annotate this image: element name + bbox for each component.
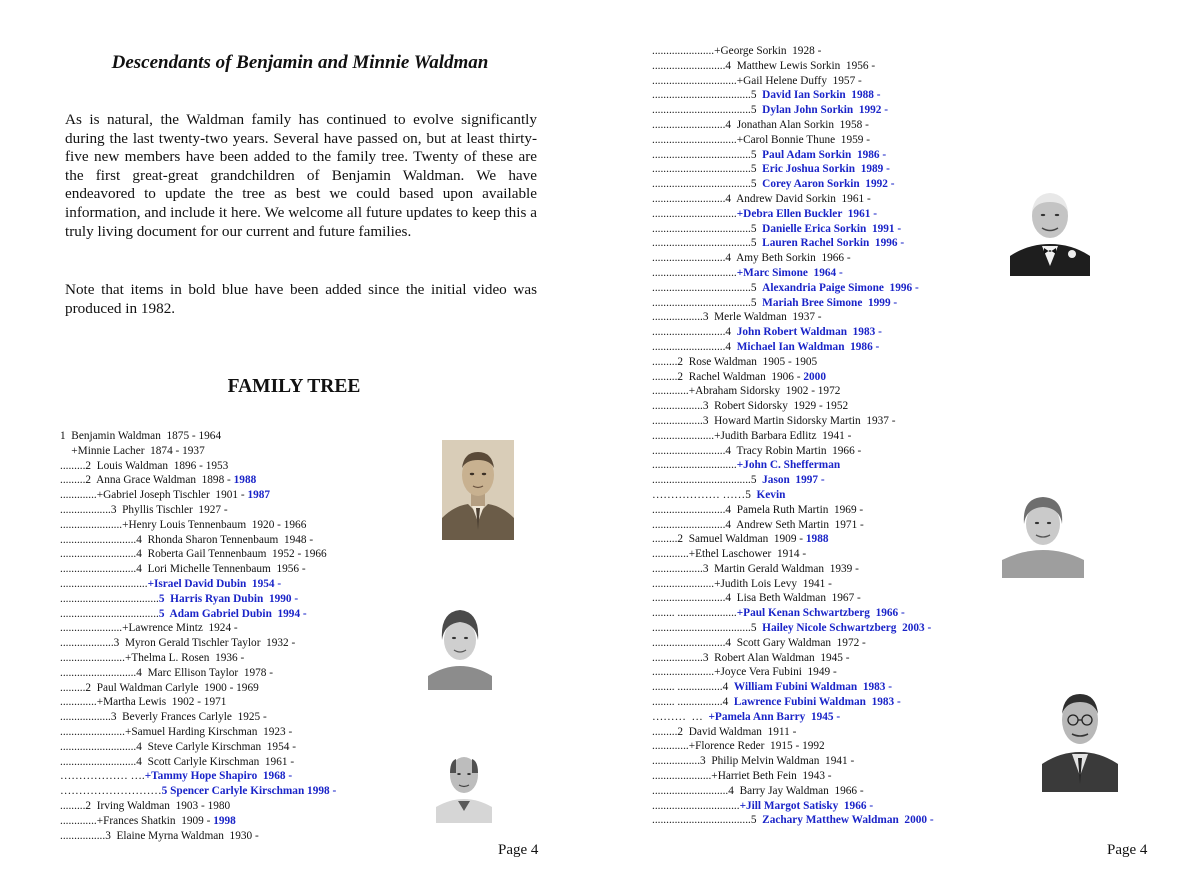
- tree-name: David Ian Sorkin 1988 -: [762, 89, 881, 102]
- tree-entry: [652, 222, 934, 237]
- tree-entry: [652, 503, 934, 518]
- tree-leader: ................3: [60, 829, 117, 842]
- family-tree-list-left: [60, 429, 336, 843]
- tree-entry: [60, 695, 336, 710]
- tree-leader: ..............................: [652, 459, 737, 472]
- tree-name: Myron Gerald Tischler Taylor 1932 -: [124, 637, 296, 650]
- tree-leader: ...............................: [652, 799, 740, 812]
- tree-entry: [60, 444, 336, 459]
- tree-leader: ..................3: [652, 400, 715, 413]
- tree-leader: .............+: [652, 385, 696, 398]
- tree-leader: .......................+: [60, 651, 132, 664]
- tree-leader: ..............................+: [652, 74, 744, 87]
- family-tree-list-right: [652, 44, 934, 828]
- tree-leader: .............+: [60, 696, 104, 709]
- tree-entry: [652, 813, 934, 828]
- tree-name: Frances Shatkin 1909 -: [103, 814, 214, 827]
- tree-entry: [652, 44, 934, 59]
- tree-leader: ..............................: [652, 266, 737, 279]
- tree-leader: ...........................4: [60, 548, 148, 561]
- tree-entry: [60, 829, 336, 844]
- tree-name: Rachel Waldman 1906 -: [688, 370, 804, 383]
- tree-name: Barry Jay Waldman 1966 -: [739, 784, 864, 797]
- tree-entry: [60, 799, 336, 814]
- tree-leader: ......................+: [652, 429, 721, 442]
- tree-entry: [652, 665, 934, 680]
- tree-name: +Israel David Dubin 1954 -: [147, 577, 282, 590]
- tree-name: Alexandria Paige Simone 1996 -: [762, 281, 919, 294]
- tree-name: Andrew David Sorkin 1961 -: [736, 192, 871, 205]
- tree-leader: ...................3: [60, 637, 125, 650]
- tree-leader: .............+: [60, 489, 104, 502]
- tree-name: Anna Grace Waldman 1898 -: [96, 474, 234, 487]
- tree-name: Philip Melvin Waldman 1941 -: [711, 755, 855, 768]
- tree-name: Lisa Beth Waldman 1967 -: [736, 592, 861, 605]
- tree-entry: [652, 325, 934, 340]
- tree-leader: ...........................4: [60, 740, 148, 753]
- page-number-left: Page 4: [498, 842, 539, 858]
- tree-name: William Fubini Waldman 1983 -: [733, 681, 892, 694]
- tree-leader: ..........................4: [652, 592, 737, 605]
- tree-entry: [60, 562, 336, 577]
- tree-leader: ..........................4: [652, 118, 737, 131]
- tree-name: Harriet Beth Fein 1943 -: [717, 770, 832, 783]
- tree-entry: [652, 370, 934, 385]
- tree-leader: ........ ................4: [652, 681, 734, 694]
- tree-leader: ..........................4: [652, 503, 737, 516]
- tree-name: Eric Joshua Sorkin 1989 -: [762, 163, 890, 176]
- tree-leader: .........2: [60, 799, 97, 812]
- tree-name: +Jill Margot Satisky 1966 -: [739, 799, 874, 812]
- tree-leader: .........2: [652, 725, 689, 738]
- photo-woman-right: [1002, 488, 1084, 578]
- tree-entry: [652, 473, 934, 488]
- tree-name: 5 Adam Gabriel Dubin 1994 -: [158, 607, 307, 620]
- tree-name: Scott Gary Waldman 1972 -: [736, 636, 866, 649]
- tree-name: Gabriel Joseph Tischler 1901 -: [103, 489, 248, 502]
- tree-leader: .........2: [652, 533, 689, 546]
- tree-leader: ......................+: [60, 518, 129, 531]
- tree-entry: [652, 458, 934, 473]
- tree-entry: [652, 162, 934, 177]
- tree-leader: .........2: [652, 370, 689, 383]
- tree-leader: ...................................5: [652, 281, 763, 294]
- tree-leader: ........ .....................: [652, 607, 737, 620]
- tree-leader: ……… …: [652, 710, 709, 723]
- tree-leader: ..........................4: [652, 518, 737, 531]
- tree-name: George Sorkin 1928 -: [720, 45, 822, 57]
- tree-name: Andrew Seth Martin 1971 -: [736, 518, 864, 531]
- tree-leader: ...................................5: [652, 814, 763, 827]
- tree-entry: [652, 695, 934, 710]
- tree-leader: ..................3: [60, 503, 123, 516]
- tree-leader: ..................3: [60, 711, 123, 724]
- tree-year-new: 1998: [213, 814, 236, 827]
- tree-name: Judith Barbara Edlitz 1941 -: [720, 429, 852, 442]
- tree-name: Howard Martin Sidorsky Martin 1937 -: [714, 414, 896, 427]
- tree-leader: ...................................: [60, 592, 159, 605]
- tree-name: Beverly Frances Carlyle 1925 -: [122, 711, 267, 724]
- tree-entry: [60, 769, 336, 784]
- tree-entry: [652, 236, 934, 251]
- tree-name: Florence Reder 1915 - 1992: [695, 740, 825, 753]
- tree-leader: ...............................: [60, 577, 148, 590]
- photo-man-glasses: [1042, 680, 1118, 792]
- tree-entry: [60, 518, 336, 533]
- tree-leader: ...................................5: [652, 222, 763, 235]
- tree-entry: [652, 532, 934, 547]
- tree-name: Danielle Erica Sorkin 1991 -: [762, 222, 902, 235]
- tree-name: 5 Spencer Carlyle Kirschman 1998 -: [161, 785, 337, 798]
- tree-leader: ...........................4: [60, 533, 148, 546]
- tree-leader: ……………… ……5: [652, 488, 757, 501]
- tree-leader: ..........................4: [652, 326, 737, 339]
- tree-leader: .................3: [652, 755, 712, 768]
- tree-leader: ...................................5: [652, 148, 763, 161]
- tree-name: Gail Helene Duffy 1957 -: [743, 74, 862, 87]
- photo-man-suit: [442, 440, 514, 540]
- tree-year-new: 2000: [803, 370, 826, 383]
- tree-name: Jonathan Alan Sorkin 1958 -: [736, 118, 869, 131]
- tree-name: Lawrence Mintz 1924 -: [128, 622, 238, 635]
- tree-year-new: 1988: [805, 533, 829, 546]
- tree-entry: [652, 636, 934, 651]
- tree-entry: [60, 577, 336, 592]
- tree-entry: [652, 148, 934, 163]
- tree-entry: [652, 547, 934, 562]
- tree-entry: [652, 621, 934, 636]
- tree-name: Martha Lewis 1902 - 1971: [103, 696, 227, 709]
- tree-name: Louis Waldman 1896 - 1953: [96, 459, 229, 472]
- tree-name: Robert Sidorsky 1929 - 1952: [714, 400, 849, 413]
- tree-leader: ......................+: [652, 666, 721, 679]
- tree-name: Irving Waldman 1903 - 1980: [96, 799, 231, 812]
- tree-name: Benjamin Waldman 1875 - 1964: [71, 430, 222, 442]
- tree-entry: [652, 562, 934, 577]
- tree-entry: [60, 651, 336, 666]
- page-number-right: Page 4: [1107, 842, 1148, 858]
- tree-entry: [652, 754, 934, 769]
- tree-name: John Robert Waldman 1983 -: [736, 326, 882, 339]
- tree-year-new: 1987: [247, 489, 271, 502]
- photo-man-tuxedo: [1010, 180, 1090, 276]
- tree-leader: ...................................5: [652, 104, 763, 117]
- tree-name: Samuel Waldman 1909 -: [688, 533, 806, 546]
- tree-leader: ..........................4: [652, 252, 737, 265]
- tree-name: Kevin: [756, 488, 786, 501]
- tree-name: Michael Ian Waldman 1986 -: [736, 340, 880, 353]
- tree-name: +Marc Simone 1964 -: [736, 266, 843, 279]
- tree-name: Scott Carlyle Kirschman 1961 -: [147, 755, 295, 768]
- tree-name: Jason 1997 -: [762, 474, 825, 487]
- tree-entry: [652, 355, 934, 370]
- tree-leader: ...........................4: [652, 784, 740, 797]
- tree-name: Martin Gerald Waldman 1939 -: [714, 562, 859, 575]
- tree-entry: [652, 518, 934, 533]
- tree-name: Phyllis Tischler 1927 -: [122, 503, 228, 516]
- tree-name: Amy Beth Sorkin 1966 -: [736, 252, 851, 265]
- tree-name: Robert Alan Waldman 1945 -: [714, 651, 850, 664]
- tree-entry: [652, 384, 934, 399]
- tree-name: Elaine Myrna Waldman 1930 -: [116, 829, 259, 842]
- tree-leader: ...................................5: [652, 89, 763, 102]
- page-title: Descendants of Benjamin and Minnie Waldman: [111, 52, 489, 73]
- tree-entry: [652, 207, 934, 222]
- tree-leader: ..................3: [652, 562, 715, 575]
- tree-entry: [652, 281, 934, 296]
- tree-leader: ..................3: [652, 311, 715, 324]
- tree-leader: ..............................: [652, 207, 737, 220]
- tree-name: Matthew Lewis Sorkin 1956 -: [736, 59, 876, 72]
- tree-entry: [652, 725, 934, 740]
- tree-name: +Pamela Ann Barry 1945 -: [708, 710, 841, 723]
- tree-leader: .........2: [652, 355, 689, 368]
- tree-name: Marc Ellison Taylor 1978 -: [147, 666, 274, 679]
- tree-name: Paul Adam Sorkin 1986 -: [762, 148, 887, 161]
- tree-entry: [652, 591, 934, 606]
- tree-entry: [60, 459, 336, 474]
- tree-name: Paul Waldman Carlyle 1900 - 1969: [96, 681, 259, 694]
- tree-entry: [652, 799, 934, 814]
- tree-entry: [60, 755, 336, 770]
- tree-leader: ........ ................4: [652, 696, 734, 709]
- tree-leader: ...........................4: [60, 666, 148, 679]
- tree-entry: [652, 399, 934, 414]
- tree-entry: [652, 769, 934, 784]
- tree-entry: [60, 725, 336, 740]
- tree-entry: [652, 680, 934, 695]
- note-paragraph: Note that items in bold blue have been added since the initial video was produced in 1982.: [65, 281, 537, 317]
- tree-leader: ...................................5: [652, 178, 763, 191]
- tree-name: Thelma L. Rosen 1936 -: [131, 651, 245, 664]
- tree-leader: .....................+: [652, 770, 718, 783]
- tree-entry: [652, 488, 934, 503]
- tree-leader: ...........................4: [60, 563, 148, 576]
- tree-name: Ethel Laschower 1914 -: [695, 548, 807, 561]
- tree-name: Rhonda Sharon Tennenbaum 1948 -: [147, 533, 314, 546]
- tree-entry: [60, 740, 336, 755]
- tree-entry: [652, 414, 934, 429]
- tree-name: Henry Louis Tennenbaum 1920 - 1966: [128, 518, 307, 531]
- tree-leader: .......................+: [60, 725, 132, 738]
- tree-leader: .............+: [60, 814, 104, 827]
- tree-name: Dylan John Sorkin 1992 -: [762, 104, 889, 117]
- tree-name: Minnie Lacher 1874 - 1937: [77, 444, 205, 457]
- tree-entry: [652, 340, 934, 355]
- tree-entry: [652, 266, 934, 281]
- family-tree-heading: FAMILY TREE: [227, 376, 361, 397]
- tree-year-new: 1988: [233, 474, 257, 487]
- tree-entry: [652, 310, 934, 325]
- tree-entry: [652, 88, 934, 103]
- tree-entry: [652, 444, 934, 459]
- tree-leader: ..........................4: [652, 340, 737, 353]
- tree-entry: [652, 251, 934, 266]
- tree-leader: ...........................4: [60, 755, 148, 768]
- tree-entry: [60, 666, 336, 681]
- tree-leader: 1: [60, 430, 72, 442]
- tree-leader: ..............................+: [652, 133, 744, 146]
- tree-entry: [652, 192, 934, 207]
- tree-entry: [60, 621, 336, 636]
- tree-name: Mariah Bree Simone 1999 -: [762, 296, 898, 309]
- tree-name: Steve Carlyle Kirschman 1954 -: [147, 740, 296, 753]
- tree-entry: [60, 607, 336, 622]
- tree-entry: [652, 577, 934, 592]
- tree-leader: ...................................5: [652, 622, 763, 635]
- tree-leader: ..........................4: [652, 59, 737, 72]
- tree-leader: ...................................5: [652, 163, 763, 176]
- tree-entry: [60, 636, 336, 651]
- tree-entry: [652, 739, 934, 754]
- tree-leader: +: [60, 444, 78, 457]
- tree-entry: [652, 118, 934, 133]
- tree-entry: [60, 473, 336, 488]
- tree-entry: [652, 651, 934, 666]
- tree-name: +Debra Ellen Buckler 1961 -: [736, 207, 877, 220]
- tree-leader: ...................................: [60, 607, 159, 620]
- tree-name: Roberta Gail Tennenbaum 1952 - 1966: [147, 548, 327, 561]
- tree-entry: [652, 133, 934, 148]
- tree-leader: .........2: [60, 681, 97, 694]
- tree-entry: [652, 710, 934, 725]
- intro-paragraph: As is natural, the Waldman family has continued to evolve significantly during the last twenty-two years. Several have passed on, but at least thirty-five new members have been added to the family tree. Twenty of these are the first great-great grandchildren of Benjamin Waldman. We have endeavored to update the tree as best we could based upon available information, and include it here. We welcome all future updates to keep this a truly living document for our current and future families.: [65, 111, 537, 240]
- tree-name: Merle Waldman 1937 -: [714, 311, 822, 324]
- tree-leader: ……………… ….: [60, 770, 145, 783]
- tree-entry: [60, 814, 336, 829]
- tree-leader: ......................+: [60, 622, 129, 635]
- tree-entry: [652, 296, 934, 311]
- tree-name: Lawrence Fubini Waldman 1983 -: [733, 696, 901, 709]
- tree-name: Judith Lois Levy 1941 -: [720, 577, 832, 590]
- tree-entry: [60, 503, 336, 518]
- tree-name: Lauren Rachel Sorkin 1996 -: [762, 237, 905, 250]
- tree-name: Tracy Robin Martin 1966 -: [736, 444, 862, 457]
- tree-name: +John C. Shefferman: [736, 459, 841, 472]
- tree-entry: [60, 547, 336, 562]
- tree-entry: [652, 74, 934, 89]
- tree-leader: .............+: [652, 740, 696, 753]
- tree-leader: ………………………: [60, 785, 162, 798]
- tree-name: Samuel Harding Kirschman 1923 -: [131, 725, 293, 738]
- tree-entry: [60, 533, 336, 548]
- tree-leader: ...................................5: [652, 237, 763, 250]
- tree-entry: [652, 177, 934, 192]
- tree-entry: [652, 429, 934, 444]
- tree-leader: .........2: [60, 474, 97, 487]
- tree-name: David Waldman 1911 -: [688, 725, 797, 738]
- tree-name: Lori Michelle Tennenbaum 1956 -: [147, 563, 306, 576]
- tree-leader: ..........................4: [652, 192, 737, 205]
- tree-name: +Paul Kenan Schwartzberg 1966 -: [736, 607, 905, 620]
- tree-leader: ...................................5: [652, 474, 763, 487]
- tree-leader: ..................3: [652, 414, 715, 427]
- tree-name: Zachary Matthew Waldman 2000 -: [762, 814, 934, 827]
- tree-name: Abraham Sidorsky 1902 - 1972: [695, 385, 841, 398]
- tree-entry: [652, 606, 934, 621]
- tree-leader: .............+: [652, 548, 696, 561]
- tree-entry: [652, 59, 934, 74]
- tree-name: 5 Harris Ryan Dubin 1990 -: [158, 592, 299, 605]
- tree-name: Pamela Ruth Martin 1969 -: [736, 503, 864, 516]
- tree-name: +Tammy Hope Shapiro 1968 -: [144, 770, 293, 783]
- tree-leader: ..........................4: [652, 636, 737, 649]
- tree-leader: ......................+: [652, 577, 721, 590]
- tree-entry: [60, 592, 336, 607]
- tree-leader: ......................+: [652, 45, 721, 57]
- tree-name: Corey Aaron Sorkin 1992 -: [762, 178, 895, 191]
- tree-name: Hailey Nicole Schwartzberg 2003 -: [762, 622, 932, 635]
- tree-leader: ..........................4: [652, 444, 737, 457]
- tree-entry: [652, 784, 934, 799]
- tree-entry: [60, 710, 336, 725]
- tree-leader: ..................3: [652, 651, 715, 664]
- tree-entry: [60, 784, 336, 799]
- tree-leader: ...................................5: [652, 296, 763, 309]
- tree-name: Carol Bonnie Thune 1959 -: [743, 133, 870, 146]
- photo-woman-left: [428, 600, 492, 690]
- tree-leader: .........2: [60, 459, 97, 472]
- tree-name: Rose Waldman 1905 - 1905: [688, 355, 818, 368]
- tree-entry: [60, 681, 336, 696]
- tree-entry: [652, 103, 934, 118]
- photo-man-bald: [436, 745, 492, 823]
- tree-name: Joyce Vera Fubini 1949 -: [720, 666, 837, 679]
- tree-entry: [60, 488, 336, 503]
- tree-entry: [60, 429, 336, 444]
